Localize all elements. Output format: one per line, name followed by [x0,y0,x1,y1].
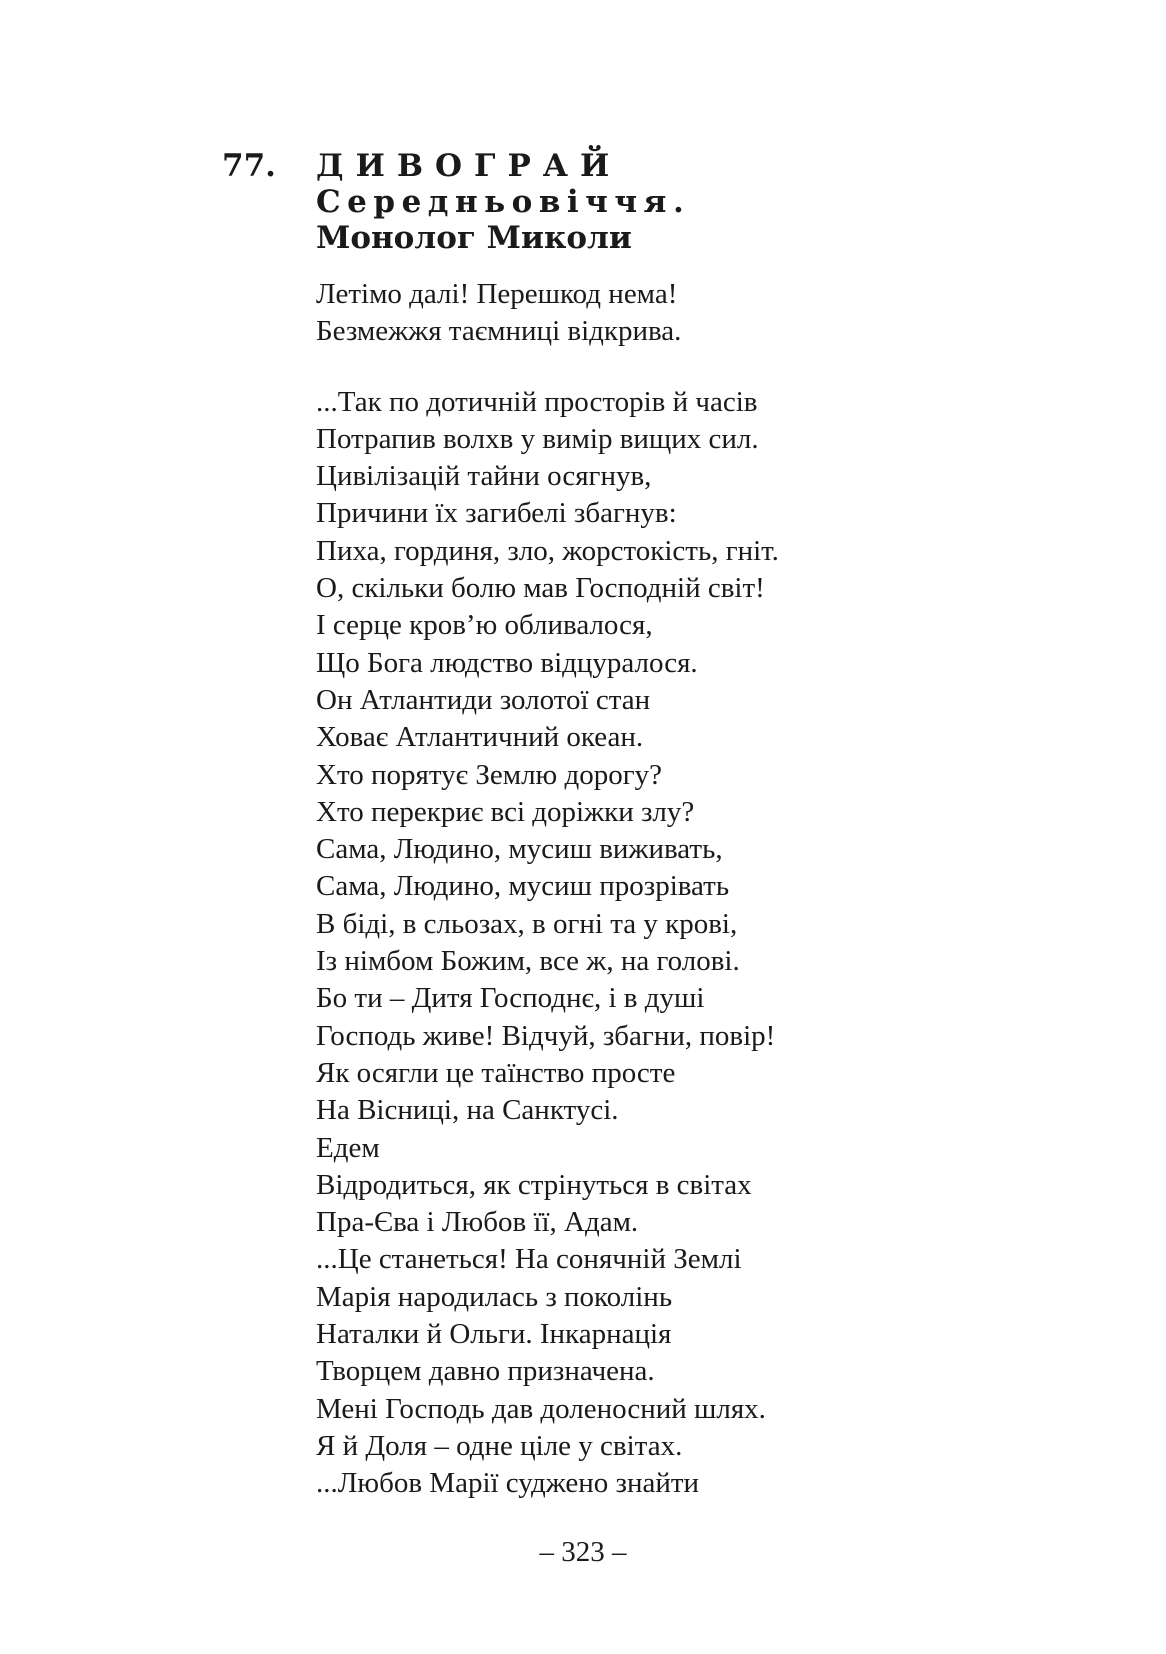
verse-line: Пра-Єва і Любов її, Адам. [316,1206,639,1239]
poem-title: ДИВОГРАЙ [316,148,622,184]
verse-line: Безмежжя таємниці відкрива. [316,315,682,348]
verse-line: Ховає Атлантичний океан. [316,721,644,754]
verse-line: Бо ти – Дитя Господнє, і в душі [316,982,705,1015]
verse-line: Я й Доля – одне ціле у світах. [316,1429,683,1462]
verse-line: Пиха, гординя, зло, жорстокість, гніт. [316,534,779,567]
verse-line: Он Атлантиди золотої стан [316,683,651,716]
verse-line: О, скільки болю мав Господній світ! [316,572,765,605]
stanza-break [316,351,1076,384]
verse-line: Як осягли це таїнство просте [316,1056,676,1089]
verse-line: Сама, Людино, мусиш виживать, [316,833,723,866]
verse-line: Відродиться, як стрінуться в світах [316,1168,752,1201]
poem-era: Середньовіччя. [316,184,691,220]
poem-subtitle: Монолог Миколи [316,220,632,256]
verse-line: Причини їх загибелі збагнув: [316,497,677,530]
page-number: – 323 – [539,1536,627,1568]
verse-line: В біді, в сльозах, в огні та у крові, [316,907,738,940]
verse-line: Сама, Людино, мусиш прозрівать [316,870,730,903]
verse-line: Цивілізацій тайни осягнув, [316,460,652,493]
heading-row [222,148,1042,256]
verse-line: Хто перекриє всі доріжки злу? [316,795,695,828]
verse-line: Летімо далі! Перешкод нема! [316,278,678,310]
verse-line: ...Так по дотичній просторів й часів [316,385,758,418]
verse-line: Наталки й Ольги. Інкарнація [316,1318,672,1351]
verse-line: ...Любов Марії суджено знайти [316,1467,700,1500]
verse-line: І серце кров’ю обливалося, [316,609,653,642]
title-block [316,148,690,256]
verse-line: Із німбом Божим, все ж, на голові. [316,945,740,978]
verse-line: На Вісниці, на Санктусі. [316,1094,619,1127]
poem-heading [222,148,1042,256]
verse-line: Потрапив волхв у вимір вищих сил. [316,422,759,455]
verse-line: Творцем давно призначена. [316,1355,655,1388]
verse-line: Хто порятує Землю дорогу? [316,758,662,791]
verse-line: ...Це станеться! На сонячній Землі [316,1243,742,1276]
verse-line: Що Бога людство відцуралося. [316,646,698,679]
verse-line: Мені Господь дав доленосний шлях. [316,1392,766,1425]
poem-verse [316,276,1076,1503]
verse-line: Едем [316,1131,380,1164]
poem-number: 77. [222,148,276,184]
verse-line: Господь живе! Відчуй, збагни, повір! [316,1019,776,1052]
verse-line: Марія народилась з поколінь [316,1280,673,1313]
